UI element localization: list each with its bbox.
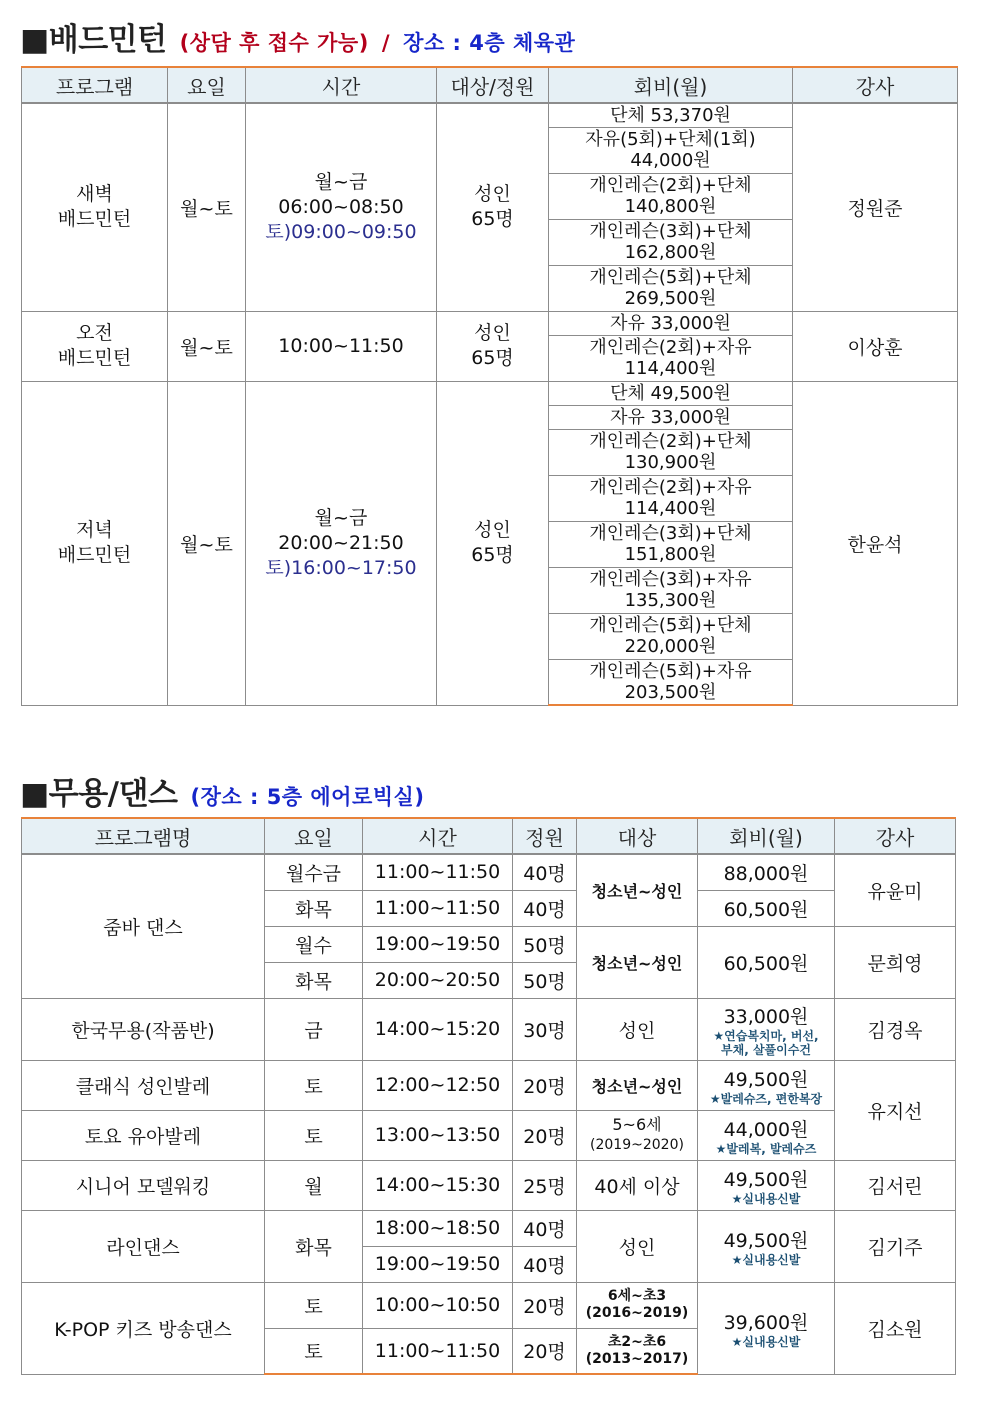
target-cell: 청소년~성인 — [577, 1060, 698, 1110]
days-cell: 토 — [265, 1060, 363, 1110]
fee-note: ★실내용신발 — [731, 1252, 801, 1267]
time-cell: 19:00~19:50 — [363, 1246, 513, 1282]
cap-cell: 20명 — [513, 1282, 577, 1328]
time-cell: 19:00~19:50 — [363, 926, 513, 962]
days-cell: 화목 — [265, 962, 363, 998]
col-header: 회비(월) — [549, 67, 793, 103]
cap-cell: 50명 — [513, 926, 577, 962]
days-cell: 화목 — [265, 890, 363, 926]
cap-cell: 40명 — [513, 854, 577, 890]
fee-cell: 자유 33,000원 — [549, 311, 793, 335]
cap-cell: 40명 — [513, 1210, 577, 1246]
program-cell: 새벽 배드민턴 — [22, 103, 168, 311]
target-cell: 5~6세 (2019~2020) — [577, 1110, 698, 1160]
col-header: 요일 — [168, 67, 246, 103]
badminton-place: 장소 : 4층 체육관 — [403, 31, 576, 55]
table-row — [22, 1160, 956, 1210]
time-cell: 월~금 06:00~08:50 토)09:00~09:50 — [246, 103, 437, 311]
cap-cell: 40명 — [513, 1246, 577, 1282]
fee-cell: 개인레슨(5회)+자유 203,500원 — [549, 659, 793, 705]
fee-cell: 60,500원 — [698, 926, 835, 998]
time-cell: 14:00~15:30 — [363, 1160, 513, 1210]
time-cell: 20:00~20:50 — [363, 962, 513, 998]
time-cell: 18:00~18:50 — [363, 1210, 513, 1246]
table-row — [22, 998, 956, 1060]
table-row — [22, 854, 956, 890]
instructor-cell: 김기주 — [835, 1210, 956, 1282]
table-row — [22, 1210, 956, 1246]
table-row — [22, 311, 958, 335]
days-cell: 토 — [265, 1328, 363, 1374]
col-header: 프로그램명 — [22, 818, 265, 854]
fee-cell: 33,000원 ★연습복치마, 버선, 부채, 살풀이수건 — [698, 998, 835, 1060]
col-header: 정원 — [513, 818, 577, 854]
table-row — [22, 1110, 956, 1160]
fee-cell: 개인레슨(3회)+자유 135,300원 — [549, 567, 793, 613]
fee-note: ★실내용신발 — [731, 1334, 801, 1349]
fee-note: ★연습복치마, 버선, — [713, 1028, 819, 1043]
target-cell: 성인 65명 — [437, 103, 549, 311]
program-cell: 한국무용(작품반) — [22, 998, 265, 1060]
program-cell: 저녁 배드민턴 — [22, 381, 168, 705]
badminton-table — [21, 66, 958, 706]
target-cell: 성인 65명 — [437, 381, 549, 705]
target-cell: 초2~초6 (2013~2017) — [577, 1328, 698, 1374]
days-cell: 월수금 — [265, 854, 363, 890]
table-row — [22, 381, 958, 405]
instructor-cell: 김서린 — [835, 1160, 956, 1210]
instructor-cell: 이상훈 — [793, 311, 958, 381]
time-cell: 14:00~15:20 — [363, 998, 513, 1060]
days-cell: 토 — [265, 1282, 363, 1328]
fee-note: 부채, 살풀이수건 — [721, 1042, 811, 1057]
fee-cell: 49,500원 ★실내용신발 — [698, 1210, 835, 1282]
table-header-row — [22, 818, 956, 854]
instructor-cell: 김소원 — [835, 1282, 956, 1374]
program-cell: 클래식 성인발레 — [22, 1060, 265, 1110]
col-header: 대상/정원 — [437, 67, 549, 103]
time-cell: 10:00~10:50 — [363, 1282, 513, 1328]
cap-cell: 30명 — [513, 998, 577, 1060]
fee-cell: 60,500원 — [698, 890, 835, 926]
instructor-cell: 정원준 — [793, 103, 958, 311]
time-cell: 13:00~13:50 — [363, 1110, 513, 1160]
program-cell: 시니어 모델워킹 — [22, 1160, 265, 1210]
fee-cell: 개인레슨(2회)+단체 140,800원 — [549, 173, 793, 219]
fee-cell: 개인레슨(3회)+단체 162,800원 — [549, 219, 793, 265]
target-cell: 성인 65명 — [437, 311, 549, 381]
days-cell: 월~토 — [168, 381, 246, 705]
days-cell: 월~토 — [168, 311, 246, 381]
time-cell: 11:00~11:50 — [363, 854, 513, 890]
time-cell: 11:00~11:50 — [363, 890, 513, 926]
days-cell: 토 — [265, 1110, 363, 1160]
target-cell: 성인 — [577, 998, 698, 1060]
instructor-cell: 유지선 — [835, 1060, 956, 1160]
badminton-title: ■배드민턴 — [20, 22, 167, 58]
dance-place: (장소 : 5층 에어로빅실) — [190, 785, 425, 809]
fee-cell: 자유(5회)+단체(1회) 44,000원 — [549, 127, 793, 173]
time-cell: 10:00~11:50 — [246, 311, 437, 381]
dance-title: ■무용/댄스 — [20, 776, 178, 812]
col-header: 강사 — [835, 818, 956, 854]
fee-cell: 단체 53,370원 — [549, 103, 793, 127]
table-header-row — [22, 67, 958, 103]
time-cell: 월~금 20:00~21:50 토)16:00~17:50 — [246, 381, 437, 705]
target-cell: 청소년~성인 — [577, 854, 698, 926]
badminton-note: (상담 후 접수 가능) — [179, 31, 369, 55]
fee-cell: 개인레슨(5회)+단체 220,000원 — [549, 613, 793, 659]
cap-cell: 20명 — [513, 1060, 577, 1110]
fee-cell: 자유 33,000원 — [549, 405, 793, 429]
program-cell: 토요 유아발레 — [22, 1110, 265, 1160]
cap-cell: 50명 — [513, 962, 577, 998]
fee-cell: 49,500원 ★실내용신발 — [698, 1160, 835, 1210]
fee-cell: 44,000원 ★발레복, 발레슈즈 — [698, 1110, 835, 1160]
days-cell: 월 — [265, 1160, 363, 1210]
col-header: 프로그램 — [22, 67, 168, 103]
days-cell: 월~토 — [168, 103, 246, 311]
table-row — [22, 1060, 956, 1110]
target-cell: 6세~초3 (2016~2019) — [577, 1282, 698, 1328]
cap-cell: 25명 — [513, 1160, 577, 1210]
cap-cell: 20명 — [513, 1110, 577, 1160]
fee-cell: 39,600원 ★실내용신발 — [698, 1282, 835, 1374]
fee-cell: 단체 49,500원 — [549, 381, 793, 405]
dance-table — [21, 817, 956, 1375]
col-header: 회비(월) — [698, 818, 835, 854]
fee-note: ★실내용신발 — [731, 1191, 801, 1206]
program-cell: 오전 배드민턴 — [22, 311, 168, 381]
col-header: 시간 — [363, 818, 513, 854]
instructor-cell: 한윤석 — [793, 381, 958, 705]
fee-cell: 개인레슨(3회)+단체 151,800원 — [549, 521, 793, 567]
fee-cell: 88,000원 — [698, 854, 835, 890]
col-header: 대상 — [577, 818, 698, 854]
badminton-heading — [20, 14, 575, 59]
col-header: 시간 — [246, 67, 437, 103]
fee-cell: 개인레슨(2회)+단체 130,900원 — [549, 429, 793, 475]
fee-cell: 개인레슨(2회)+자유 114,400원 — [549, 475, 793, 521]
table-row — [22, 1282, 956, 1328]
time-cell: 12:00~12:50 — [363, 1060, 513, 1110]
fee-note: ★발레슈즈, 편한복장 — [709, 1091, 823, 1106]
instructor-cell: 김경옥 — [835, 998, 956, 1060]
target-cell: 청소년~성인 — [577, 926, 698, 998]
time-cell: 11:00~11:50 — [363, 1328, 513, 1374]
cap-cell: 40명 — [513, 890, 577, 926]
heading-slash: / — [381, 31, 391, 55]
days-cell: 화목 — [265, 1210, 363, 1282]
fee-note: ★발레복, 발레슈즈 — [715, 1141, 817, 1156]
program-cell: K-POP 키즈 방송댄스 — [22, 1282, 265, 1374]
fee-cell: 개인레슨(2회)+자유 114,400원 — [549, 335, 793, 381]
col-header: 요일 — [265, 818, 363, 854]
instructor-cell: 유윤미 — [835, 854, 956, 926]
target-cell: 40세 이상 — [577, 1160, 698, 1210]
program-cell: 줌바 댄스 — [22, 854, 265, 998]
fee-cell: 개인레슨(5회)+단체 269,500원 — [549, 265, 793, 311]
dance-heading — [20, 768, 424, 813]
cap-cell: 20명 — [513, 1328, 577, 1374]
target-cell: 성인 — [577, 1210, 698, 1282]
program-cell: 라인댄스 — [22, 1210, 265, 1282]
days-cell: 월수 — [265, 926, 363, 962]
col-header: 강사 — [793, 67, 958, 103]
instructor-cell: 문희영 — [835, 926, 956, 998]
days-cell: 금 — [265, 998, 363, 1060]
fee-cell: 49,500원 ★발레슈즈, 편한복장 — [698, 1060, 835, 1110]
table-row — [22, 103, 958, 127]
